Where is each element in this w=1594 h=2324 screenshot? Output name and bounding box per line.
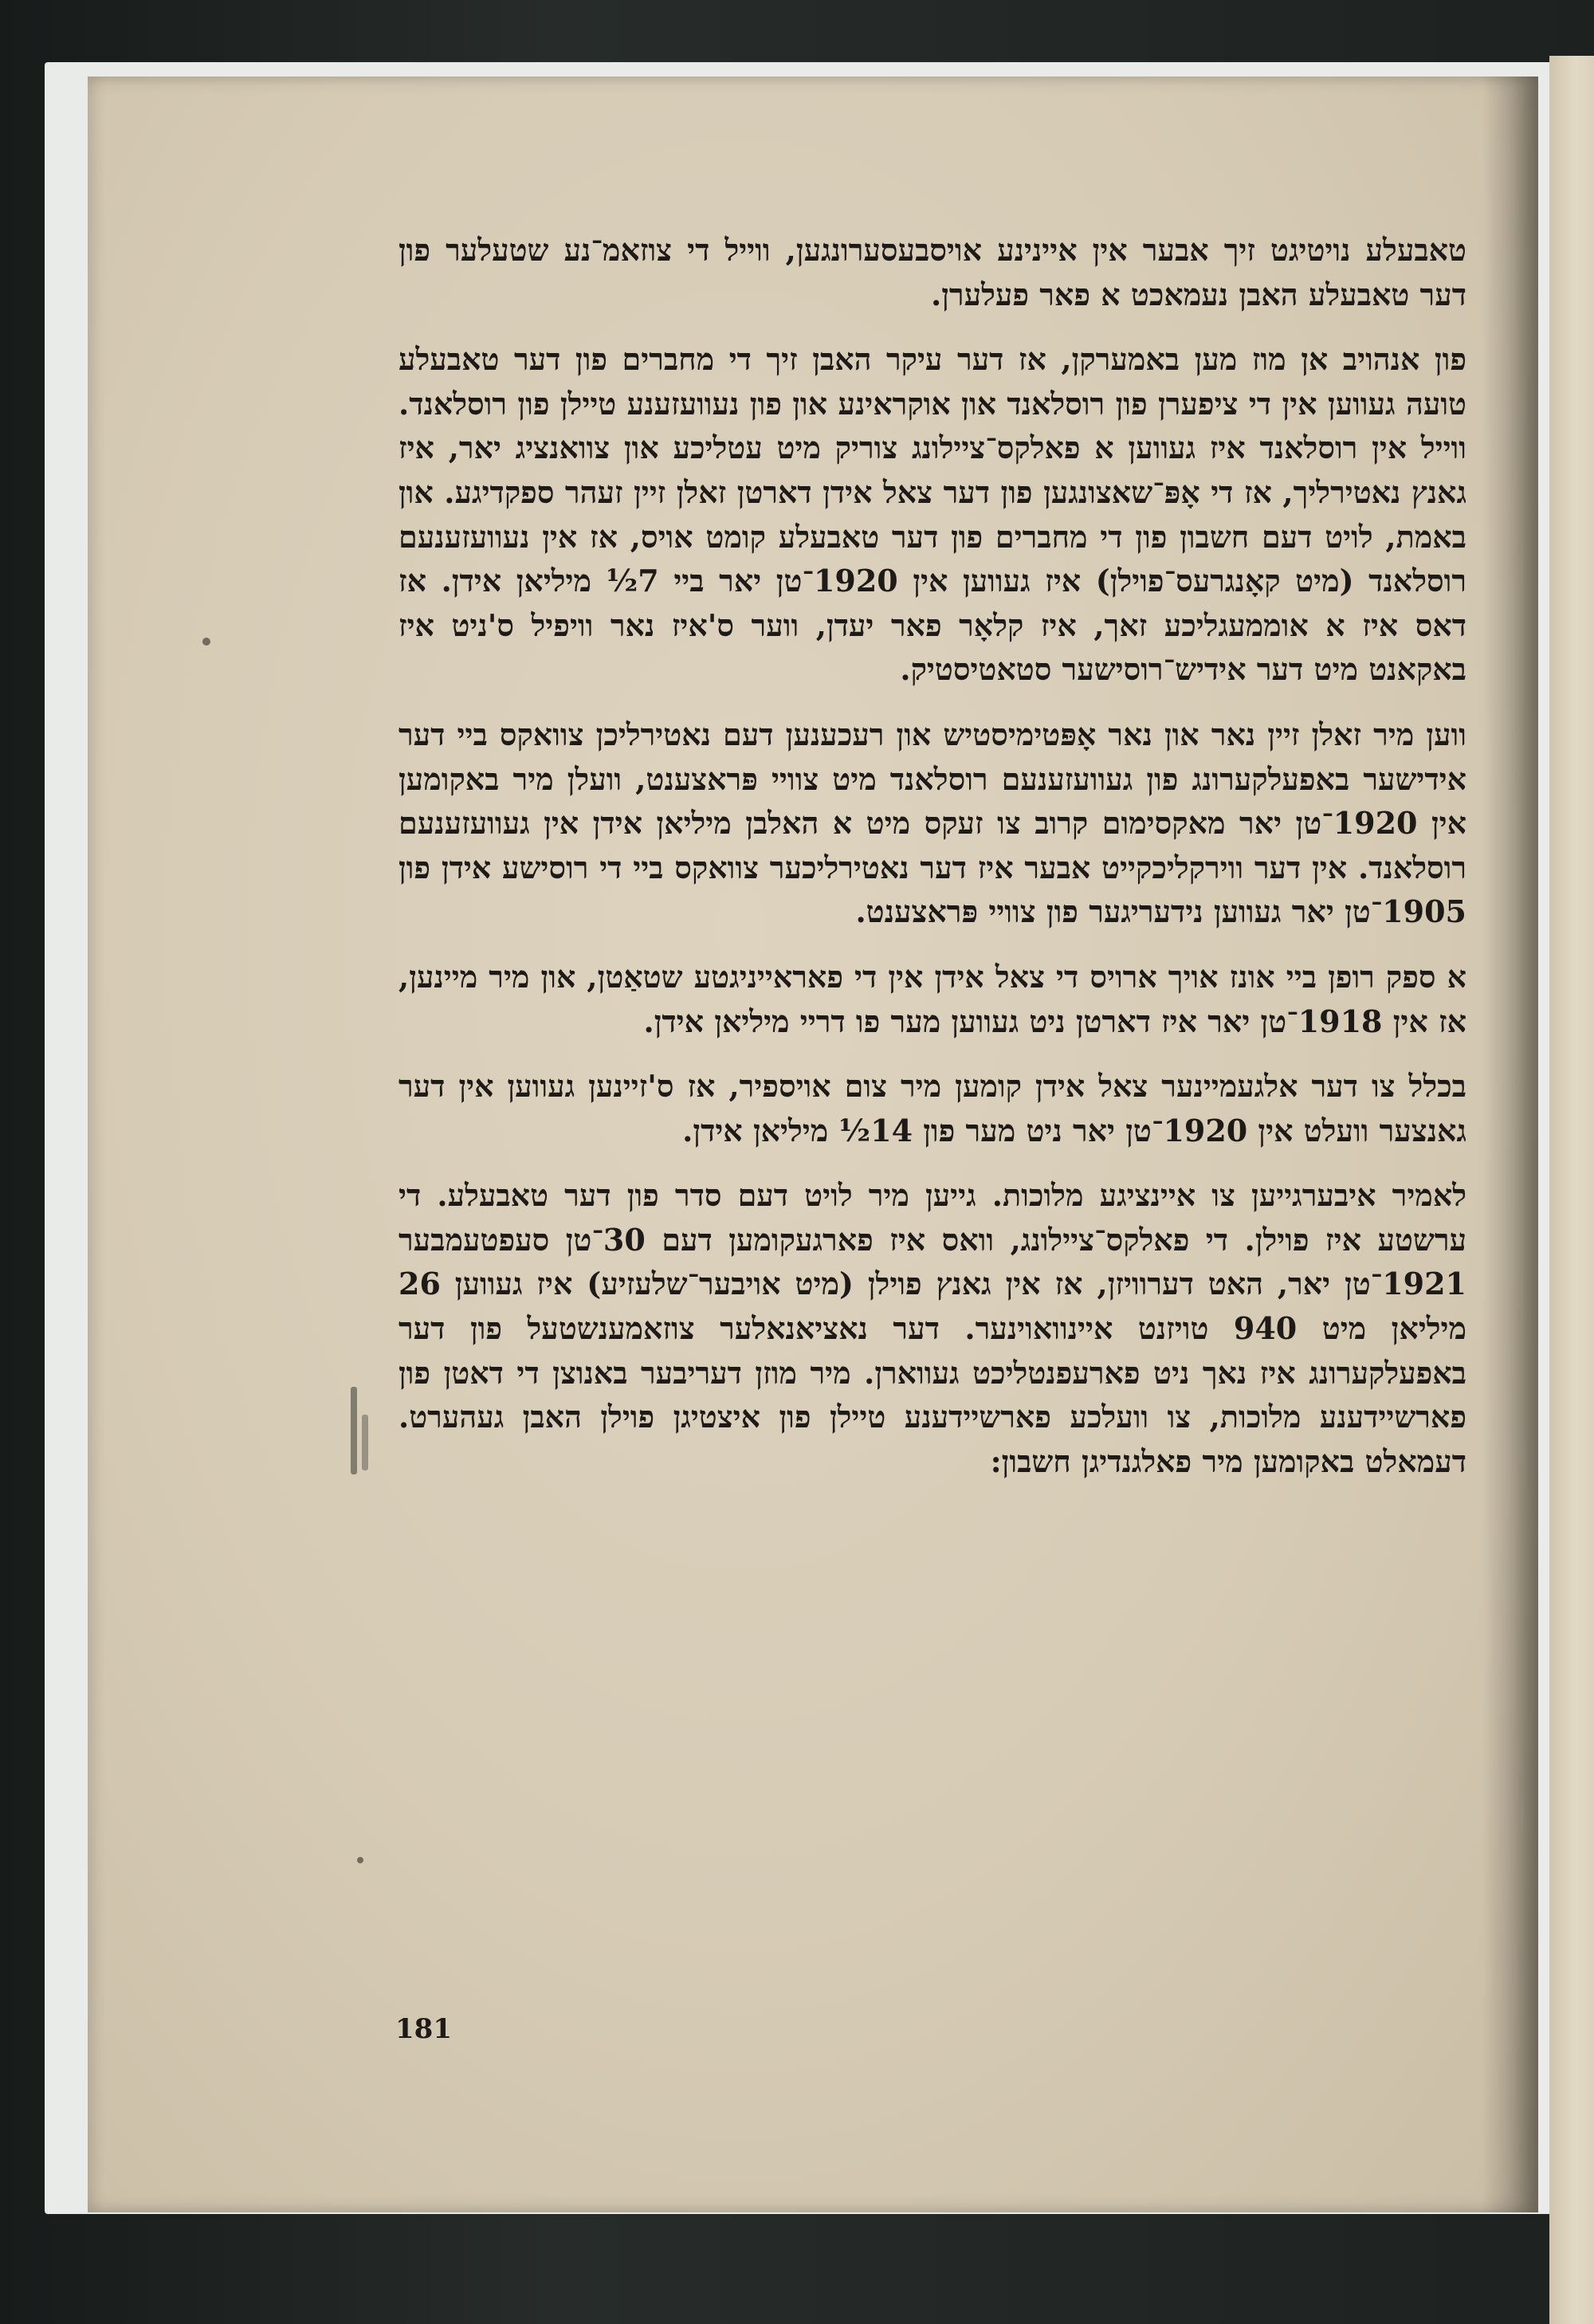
spine-shadow: [1482, 77, 1538, 2212]
margin-pencil-mark-secondary: [362, 1415, 368, 1470]
paragraph-3: ווען מיר זאלן זיין נאר און נאר אָפּטימיסטיש און רעכענען דעם נאטירליכן צוואקס ביי דער אידישער באפעלקערונג פון געוועזענעם רוסלאנד מיט צוויי פּראצענט, וועלן מיר באקומען אין 1920־טן יאר מאקסימום קרוב צו זעקס מיט א האלבן מיליאן אידן אין געוועזענעם רוסלאנד. אין דער ווירקליכקייט אבער איז דער נאטירליכער צוואקס ביי די רוסישע אידן פון 1905־טן יאר געווען נידעריגער פון צוויי פּראצענט.: [398, 716, 1466, 930]
margin-pencil-mark: [351, 1387, 357, 1474]
paragraph-4: א ספק רופן ביי אונז אויך ארויס די צאל אידן אין די פאראייניגטע שטאַטן, און מיר מיינען, אז אין 1918־טן יאר איז דארטן ניט געווען מער פו דריי מיליאן אידן.: [398, 958, 1466, 1039]
paragraph-5: בכלל צו דער אלגעמיינער צאל אידן קומען מיר צום אויספיר, אז ס'זיינען געווען אין דער גאנצער וועלט אין 1920־טן יאר ניט מער פון 14½ מיליאן אידן.: [398, 1068, 1466, 1148]
paragraph-1: טאבעלע נויטיגט זיך אבער אין איינינע אויסבעסערונגען, ווייל די צוזאמ־נע שטעלער פון דער טאבעלע האבן נעמאכט א פאר פעלערן.: [398, 232, 1466, 312]
paragraph-2: פון אנהויב אן מוז מען באמערקן, אז דער עיקר האבן זיך די מחברים פון דער טאבעלע טועה געווען אין די ציפערן פון רוסלאנד און אוקראינע און פון נעוועזענע טיילן פון רוסלאנד. ווייל אין רוסלאנד איז געווען א פאלקס־ציילונג צוריק מיט עטליכע און צוואנציג יאר, איז גאנץ נאטירליך, אז די אָפּ־שאצונגען פון דער צאל אידן דארטן זאלן זיין זעהר ספקדיגע. און באמת, לויט דעם חשבון פון די מחברים פון דער טאבעלע קומט אויס, אז אין נעוועזענעם רוסלאנד (מיט קאָנגרעס־פוילן) איז געווען אין 1920־טן יאר ביי 7½ מיליאן אידן. אז דאס איז א אוממעגליכע זאך, איז קלאָר פאר יעדן, ווער ס'איז נאר וויפיל ס'ניט איז באקאנט מיט דער אידיש־רוסישער סטאטיסטיק.: [398, 341, 1466, 688]
page-text-body: [398, 228, 1466, 1483]
paper-speck: [357, 1857, 363, 1863]
paragraph-6: לאמיר איבערגייען צו איינציגע מלוכות. גייען מיר לויט דעם סדר פון דער טאבעלע. די ערשטע איז פוילן. די פאלקס־ציילונג, וואס איז פארגעקומען דעם 30־טן סעפטעמבער 1921־טן יאר, האט דערוויזן, אז אין גאנץ פוילן (מיט אויבער־שלעזיע) איז געווען 26 מיליאן מיט 940 טויזנט איינוואוינער. דער נאציאנאלער צוזאמענשטעל פון דער באפעלקערונג איז נאך ניט פארעפנטליכט געווארן. מיר מוזן דעריבער באנוצן די דאטן פון פארשיידענע מלוכות, צו וועלכע פארשיידענע טיילן פון איצטיגן פוילן האבן געהערט. דעמאלט באקומען מיר פאלגנדיגן חשבון:: [398, 1177, 1467, 1479]
paper-speck: [202, 638, 210, 646]
page-number: 181: [395, 2013, 452, 2045]
facing-page-edge: [1549, 56, 1594, 2324]
